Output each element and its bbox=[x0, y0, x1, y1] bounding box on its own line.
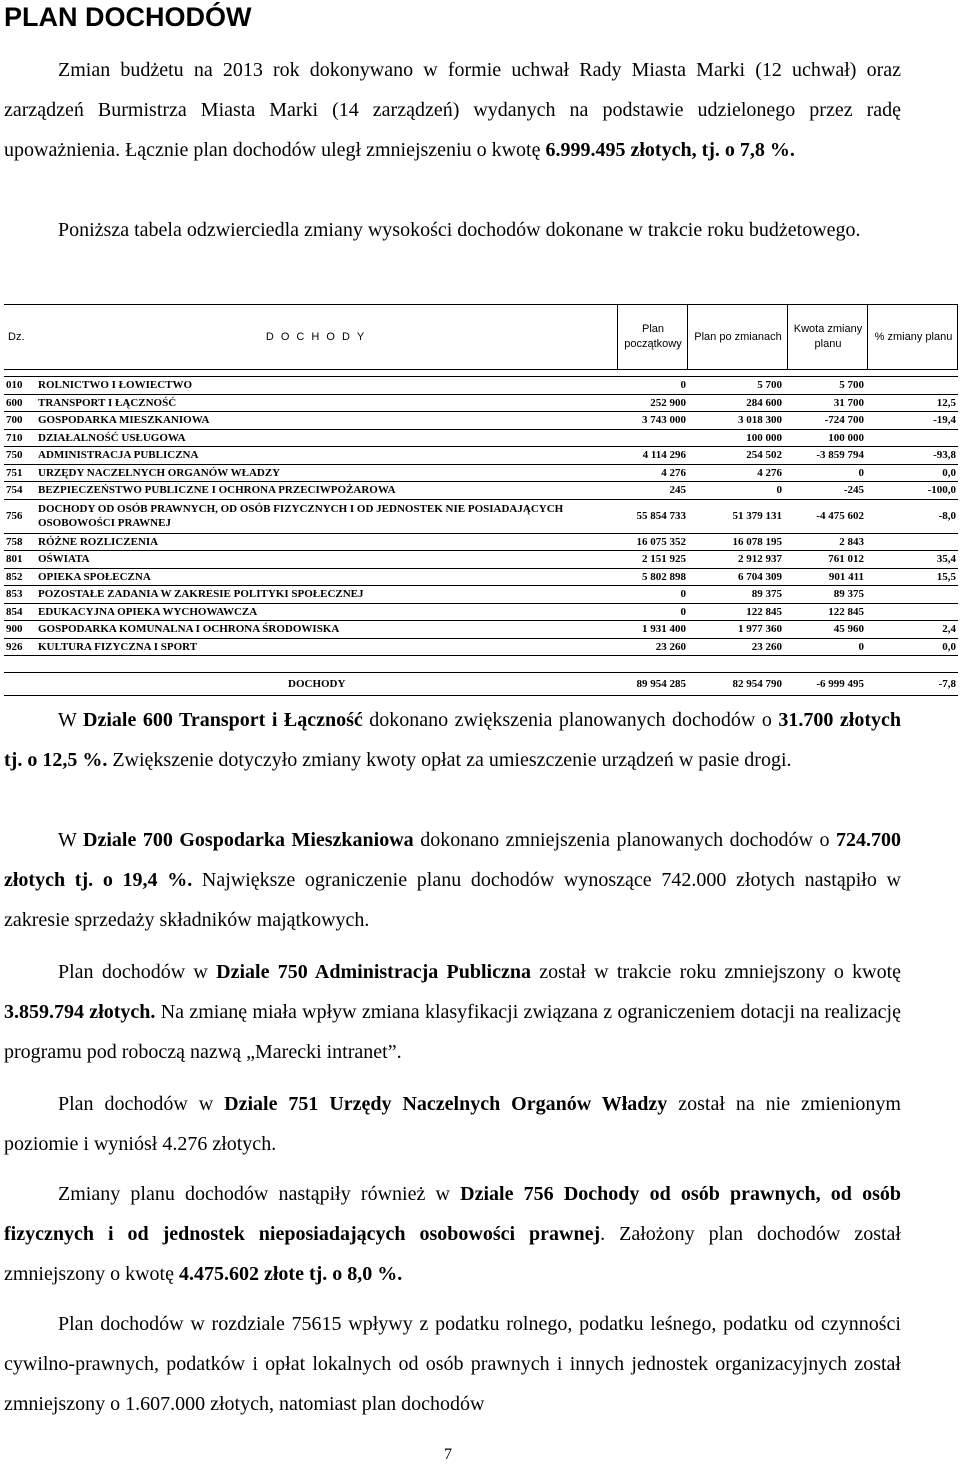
row-kwota-zmiany: 100 000 bbox=[828, 431, 864, 444]
header-name: D O C H O D Y bbox=[265, 330, 367, 343]
row-procent-zmiany: 0,0 bbox=[942, 640, 956, 653]
table-row bbox=[4, 604, 958, 622]
row-kwota-zmiany: 31 700 bbox=[833, 396, 864, 409]
row-procent-zmiany bbox=[867, 586, 956, 603]
header-plan-po-zmianach: Plan po zmianach bbox=[687, 305, 788, 369]
row-name: POZOSTAŁE ZADANIA W ZAKRESIE POLITYKI SPOŁECZNEJ bbox=[38, 588, 364, 601]
row-name: GOSPODARKA KOMUNALNA I OCHRONA ŚRODOWISKA bbox=[38, 623, 340, 636]
row-procent-zmiany bbox=[867, 534, 956, 551]
total-procent-zmiany: -7,8 bbox=[938, 678, 956, 690]
dzial-600-change: 31.700 złotych tj. o 12,5 %. bbox=[4, 709, 901, 771]
row-procent-zmiany: 0,0 bbox=[942, 466, 956, 479]
row-name: RÓŻNE ROZLICZENIA bbox=[38, 535, 159, 548]
row-plan-po-zmianach: 2 912 937 bbox=[738, 553, 782, 566]
total-plan-poczatkowy: 89 954 285 bbox=[636, 678, 686, 690]
text: dokonano zwiększenia planowanych dochodów o bbox=[362, 709, 779, 731]
row-procent-zmiany: -8,0 bbox=[938, 510, 956, 522]
intro-paragraph-1 bbox=[4, 50, 901, 170]
row-plan-poczatkowy: 5 802 898 bbox=[642, 570, 686, 583]
intro-text-2: Poniższa tabela odzwierciedla zmiany wysokości dochodów dokonane w trakcie roku budżetowego. bbox=[58, 219, 861, 241]
table-row bbox=[4, 377, 958, 395]
row-procent-zmiany: -19,4 bbox=[933, 414, 956, 427]
table-row bbox=[4, 500, 958, 534]
row-dz: 801 bbox=[6, 553, 23, 566]
row-plan-poczatkowy: 4 114 296 bbox=[642, 449, 686, 462]
table-row bbox=[4, 395, 958, 413]
income-table bbox=[4, 304, 958, 696]
table-row bbox=[4, 482, 958, 500]
dzial-750-change: 3.859.794 złotych. bbox=[4, 1001, 156, 1023]
row-dz: 751 bbox=[6, 466, 23, 479]
header-kwota-zmiany: Kwota zmiany planu bbox=[787, 305, 868, 369]
row-name: GOSPODARKA MIESZKANIOWA bbox=[38, 414, 210, 427]
row-procent-zmiany bbox=[867, 430, 956, 447]
row-procent-zmiany: -100,0 bbox=[927, 484, 956, 497]
text: został w trakcie roku zmniejszony o kwotę bbox=[530, 961, 902, 983]
intro-paragraph-2 bbox=[4, 210, 901, 250]
row-plan-po-zmianach: 122 845 bbox=[746, 605, 782, 618]
dzial-756-name: Dziale 756 Dochody od osób prawnych, od osób fizycznych i od jednostek nieposiadających osobowości prawnej bbox=[4, 1183, 901, 1245]
row-name: BEZPIECZEŃSTWO PUBLICZNE I OCHRONA PRZECIWPOŻAROWA bbox=[38, 484, 396, 497]
row-procent-zmiany: 15,5 bbox=[936, 570, 956, 583]
row-kwota-zmiany: 89 375 bbox=[833, 588, 864, 601]
row-kwota-zmiany: -4 475 602 bbox=[816, 510, 864, 522]
row-plan-po-zmianach: 284 600 bbox=[746, 396, 782, 409]
row-plan-poczatkowy: 245 bbox=[669, 484, 686, 497]
table-row bbox=[4, 639, 958, 657]
row-dz: 926 bbox=[6, 640, 23, 653]
table-row bbox=[4, 551, 958, 569]
row-plan-po-zmianach: 6 704 309 bbox=[738, 570, 782, 583]
row-plan-poczatkowy: 0 bbox=[680, 379, 686, 392]
text: . Założony plan dochodów został zmniejszony o kwotę bbox=[4, 1223, 901, 1285]
dzial-756-change: 4.475.602 złote tj. o 8,0 %. bbox=[178, 1263, 403, 1285]
row-procent-zmiany: 35,4 bbox=[936, 553, 956, 566]
row-name: TRANSPORT I ŁĄCZNOŚĆ bbox=[38, 396, 177, 409]
row-procent-zmiany: 2,4 bbox=[942, 623, 956, 636]
text: Plan dochodów w bbox=[58, 1093, 225, 1115]
table-row bbox=[4, 569, 958, 587]
table-row bbox=[4, 447, 958, 465]
paragraph-rozdzial-75615 bbox=[4, 1304, 901, 1424]
row-dz: 758 bbox=[6, 535, 23, 548]
intro-total-change: 6.999.495 złotych, tj. o 7,8 %. bbox=[545, 139, 795, 161]
row-name: OPIEKA SPOŁECZNA bbox=[38, 570, 151, 583]
table-body bbox=[4, 376, 958, 656]
table-total-row bbox=[4, 672, 958, 696]
row-procent-zmiany: -93,8 bbox=[933, 449, 956, 462]
row-plan-poczatkowy: 2 151 925 bbox=[642, 553, 686, 566]
row-plan-po-zmianach: 254 502 bbox=[746, 449, 782, 462]
row-name: ROLNICTWO I ŁOWIECTWO bbox=[38, 379, 193, 392]
page-number: 7 bbox=[444, 1446, 452, 1463]
row-dz: 854 bbox=[6, 605, 23, 618]
text: Plan dochodów w rozdziale 75615 wpływy z podatku rolnego, podatku leśnego, podatku od czynności cywilno-prawnych, podatków i opłat lokalnych od osób prawnych i innych jednostek organizacyjnych został zmniejszony o 1.607.000 złotych, natomiast plan dochodów bbox=[4, 1313, 901, 1415]
text: W bbox=[58, 829, 84, 851]
row-plan-poczatkowy: 55 854 733 bbox=[636, 510, 686, 522]
text: Plan dochodów w bbox=[58, 961, 217, 983]
row-plan-poczatkowy: 252 900 bbox=[650, 396, 686, 409]
row-kwota-zmiany: -724 700 bbox=[824, 414, 864, 427]
row-plan-po-zmianach: 16 078 195 bbox=[732, 535, 782, 548]
text: Na zmianę miała wpływ zmiana klasyfikacji związana z ograniczeniem dotacji na realizację programu pod roboczą nazwą „Marecki intranet”. bbox=[4, 1001, 901, 1063]
row-plan-po-zmianach: 1 977 360 bbox=[738, 623, 782, 636]
total-kwota-zmiany: -6 999 495 bbox=[816, 678, 864, 690]
row-kwota-zmiany: 122 845 bbox=[828, 605, 864, 618]
row-plan-poczatkowy: 3 743 000 bbox=[642, 414, 686, 427]
row-kwota-zmiany: 0 bbox=[858, 466, 864, 479]
row-kwota-zmiany: 2 843 bbox=[839, 535, 864, 548]
table-row bbox=[4, 465, 958, 483]
row-name: KULTURA FIZYCZNA I SPORT bbox=[38, 640, 198, 653]
row-kwota-zmiany: 45 960 bbox=[833, 623, 864, 636]
dzial-751-name: Dziale 751 Urzędy Naczelnych Organów Władzy bbox=[224, 1093, 668, 1115]
paragraph-dzial-751 bbox=[4, 1084, 901, 1164]
dzial-750-name: Dziale 750 Administracja Publiczna bbox=[216, 961, 531, 983]
paragraph-dzial-750 bbox=[4, 952, 901, 1072]
row-dz: 754 bbox=[6, 484, 23, 497]
row-kwota-zmiany: 761 012 bbox=[828, 553, 864, 566]
row-plan-po-zmianach: 0 bbox=[776, 484, 782, 497]
paragraph-dzial-600 bbox=[4, 700, 901, 780]
text: Zwiększenie dotyczyło zmiany kwoty opłat za umieszczenie urządzeń w pasie drogi. bbox=[107, 749, 792, 771]
row-dz: 853 bbox=[6, 588, 23, 601]
header-plan-poczatkowy: Plan początkowy bbox=[617, 305, 688, 369]
row-plan-poczatkowy: 16 075 352 bbox=[636, 535, 686, 548]
row-plan-poczatkowy: 1 931 400 bbox=[642, 623, 686, 636]
dzial-700-change: 724.700 złotych tj. o 19,4 %. bbox=[4, 829, 901, 891]
row-kwota-zmiany: 5 700 bbox=[839, 379, 864, 392]
table-row bbox=[4, 586, 958, 604]
table-row bbox=[4, 534, 958, 552]
row-dz: 756 bbox=[6, 510, 23, 522]
intro-text: Zmian budżetu na 2013 rok dokonywano w formie uchwał Rady Miasta Marki (12 uchwał) oraz zarządzeń Burmistrza Miasta Marki (14 zarządzeń) wydanych na podstawie udzielonego przez radę upoważnienia. Łącznie plan dochodów uległ zmniejszeniu o kwotę bbox=[4, 59, 901, 161]
row-dz: 010 bbox=[6, 379, 23, 392]
row-plan-po-zmianach: 100 000 bbox=[746, 431, 782, 444]
text: Zmiany planu dochodów nastąpiły również w bbox=[58, 1183, 461, 1205]
row-plan-poczatkowy: 0 bbox=[680, 588, 686, 601]
page-title: PLAN DOCHODÓW bbox=[4, 2, 252, 32]
row-dz: 900 bbox=[6, 623, 23, 636]
row-kwota-zmiany: 0 bbox=[858, 640, 864, 653]
row-plan-po-zmianach: 89 375 bbox=[751, 588, 782, 601]
row-name: DOCHODY OD OSÓB PRAWNYCH, OD OSÓB FIZYCZNYCH I OD JEDNOSTEK NIE POSIADAJĄCYCH OSOBOWOŚCI PRAWNEJ bbox=[38, 503, 564, 529]
table-row bbox=[4, 412, 958, 430]
row-plan-po-zmianach: 4 276 bbox=[757, 466, 782, 479]
row-name: OŚWIATA bbox=[38, 553, 90, 566]
row-dz: 710 bbox=[6, 431, 23, 444]
row-dz: 600 bbox=[6, 396, 23, 409]
row-plan-poczatkowy bbox=[564, 430, 686, 447]
row-dz: 852 bbox=[6, 570, 23, 583]
paragraph-dzial-700 bbox=[4, 820, 901, 940]
text: został na nie zmienionym poziomie i wyniósł 4.276 złotych. bbox=[4, 1093, 901, 1155]
row-plan-poczatkowy: 0 bbox=[680, 605, 686, 618]
row-procent-zmiany bbox=[867, 377, 956, 394]
header-dz: Dz. bbox=[8, 330, 25, 343]
text: Największe ograniczenie planu dochodów wynoszące 742.000 złotych nastąpiło w zakresie sprzedaży składników majątkowych. bbox=[4, 869, 901, 931]
row-plan-poczatkowy: 4 276 bbox=[661, 466, 686, 479]
table-header bbox=[4, 304, 958, 370]
row-kwota-zmiany: -3 859 794 bbox=[816, 449, 864, 462]
row-plan-po-zmianach: 3 018 300 bbox=[738, 414, 782, 427]
row-procent-zmiany: 12,5 bbox=[936, 396, 956, 409]
dzial-600-name: Dziale 600 Transport i Łączność bbox=[83, 709, 363, 731]
row-name: URZĘDY NACZELNYCH ORGANÓW WŁADZY bbox=[38, 466, 281, 479]
total-label: DOCHODY bbox=[288, 678, 346, 690]
text: W bbox=[58, 709, 84, 731]
total-plan-po-zmianach: 82 954 790 bbox=[732, 678, 782, 690]
header-procent-zmiany: % zmiany planu bbox=[867, 305, 959, 369]
row-plan-po-zmianach: 5 700 bbox=[757, 379, 782, 392]
row-dz: 700 bbox=[6, 414, 23, 427]
paragraph-dzial-756 bbox=[4, 1174, 901, 1294]
table-row bbox=[4, 621, 958, 639]
row-name: ADMINISTRACJA PUBLICZNA bbox=[38, 449, 199, 462]
row-name: DZIAŁALNOŚĆ USŁUGOWA bbox=[38, 431, 186, 444]
row-procent-zmiany bbox=[867, 604, 956, 621]
row-plan-po-zmianach: 51 379 131 bbox=[732, 510, 782, 522]
row-dz: 750 bbox=[6, 449, 23, 462]
row-name: EDUKACYJNA OPIEKA WYCHOWAWCZA bbox=[38, 605, 258, 618]
row-kwota-zmiany: -245 bbox=[843, 484, 864, 497]
table-row bbox=[4, 430, 958, 448]
row-plan-poczatkowy: 23 260 bbox=[655, 640, 686, 653]
dzial-700-name: Dziale 700 Gospodarka Mieszkaniowa bbox=[83, 829, 414, 851]
row-plan-po-zmianach: 23 260 bbox=[751, 640, 782, 653]
row-kwota-zmiany: 901 411 bbox=[828, 570, 864, 583]
text: dokonano zmniejszenia planowanych dochodów o bbox=[413, 829, 836, 851]
